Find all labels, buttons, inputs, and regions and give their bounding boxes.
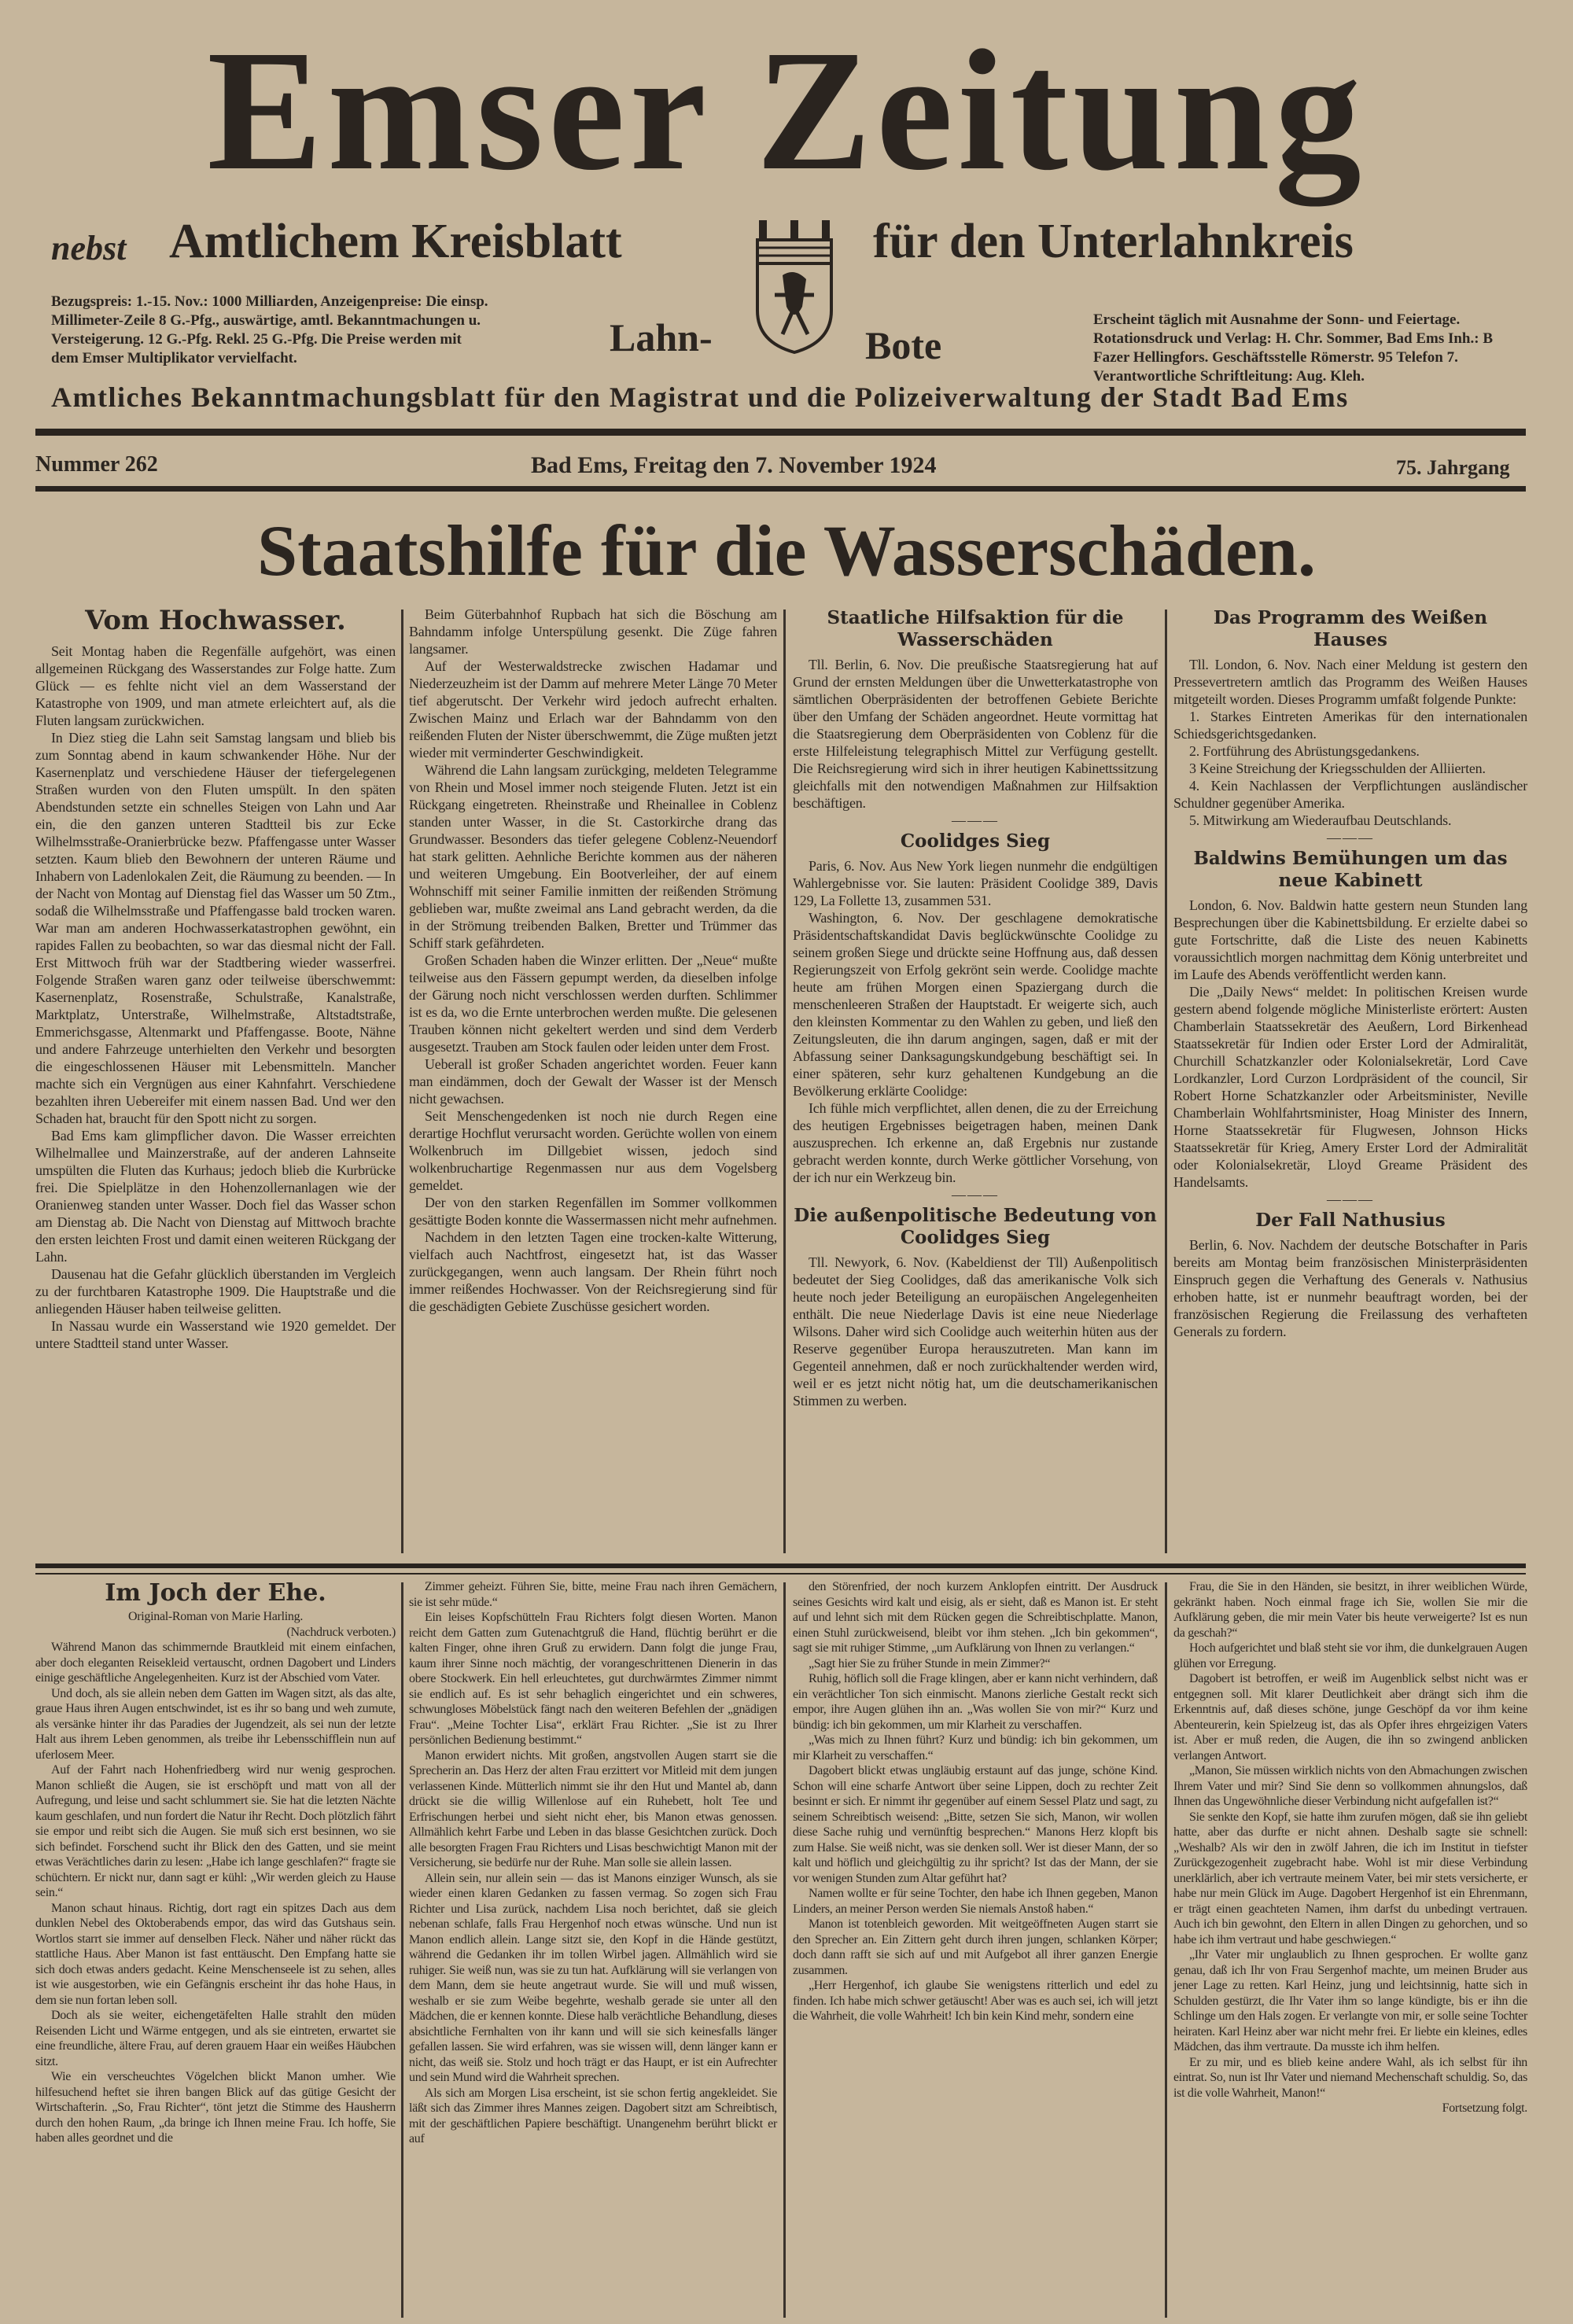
column-rule xyxy=(401,1582,403,2318)
subscription-info: Bezugspreis: 1.-15. Nov.: 1000 Milliarden, Anzeigenpreise: Die einsp. Millimeter-Zeile 8 G.-Pfg., auswärtige, amtl. Bekanntmachungen u. Versteigerung. 12 G.-Pfg. Rekl. 25 G.-Pfg. Die Preise werden mit dem Emser Multiplikator vervielfacht. xyxy=(51,293,488,366)
paragraph: Während die Lahn langsam zurückging, meldeten Telegramme von Rhein und Mosel immer noch steigende Fluten. Jetzt ist ein Rückgang eingetreten. Rheinstraße und Rheinallee in Coblenz standen unter Wasser, in die St. Castorkirche drang das Grundwasser. Besonders das tiefer gelegene Coblenz-Neuendorf hat stark gelitten. Aehnliche Berichte kommen aus der näheren und weiteren Umgebung. Ein Bootverleiher, der auf einem Wohnschiff mit seiner Familie inmitten der reißenden Strömung geblieben war, mußte zweimal ans Land gebracht werden, da die in der Strömung treibenden Balken, Bretter und Trümmer das Schiff stark gefährdeten. xyxy=(409,762,777,951)
separator: ——— xyxy=(952,812,999,828)
list-item: 4. Kein Nachlassen der Verpflichtungen ausländischer Schuldner gegenüber Amerika. xyxy=(1173,778,1527,811)
paragraph: Berlin, 6. Nov. Nachdem der deutsche Botschafter in Paris bereits am Montag beim französischen Ministerpräsidenten Einspruch gegen die Verhaftung des Generals v. Nathusius erhoben hatte, ist er nunmehr beauftragt worden, bei der französischen Regierung die Freilassung des verhafteten Generals zu fordern. xyxy=(1173,1237,1527,1339)
paragraph: Hoch aufgerichtet und blaß steht sie vor ihm, die dunkelgrauen Augen glühen vor Erregung. xyxy=(1173,1641,1527,1670)
paragraph: Ich fühle mich verpflichtet, allen denen, die zu der Erreichung des heutigen Ergebnisses beigetragen haben, meinen Dank auszusprechen. Ich erkenne an, daß Ergebnis nur zustande gebracht werden konnte, durch Werke göttlicher Vorsehung, von der ich nur ein Werkzeug bin. xyxy=(793,1100,1158,1185)
paragraph: „Sagt hier Sie zu früher Stunde in mein Zimmer?“ xyxy=(809,1656,1051,1670)
column-rule xyxy=(1165,1582,1167,2318)
paragraph: Manon ist totenbleich geworden. Mit weitgeöffneten Augen starrt sie den Sprecher an. Ein Zittern geht durch ihren jungen, schlanken Körper; doch dann rafft sie sich auf und mit Aufgebot all ihrer ganzen Energie zusammen. xyxy=(793,1917,1158,1977)
paragraph: In Nassau wurde ein Wasserstand wie 1920 gemeldet. Der untere Stadtteil stand unter Wasser. xyxy=(35,1318,396,1351)
column-politics xyxy=(793,606,1158,1409)
paragraph: Bad Ems kam glimpflicher davon. Die Wasser erreichten Wilhelmallee und Mainzerstraße, auf der anderen Lahnseite umspülten die Fluten das Kurhaus; jedoch blieb die Kurbrücke frei. Die Spielplätze in den Hohenzollernanlagen wie der Oranienweg standen unter Wasser. Doch fiel das Wasser schon am Dienstag ab. Die Nacht von Dienstag auf Mittwoch brachte den ersten leichten Frost und damit einen weiteren Rückgang der Lahn. xyxy=(35,1128,396,1265)
paragraph: Während Manon das schimmernde Brautkleid mit einem einfachen, aber doch eleganten Reisekleid vertauscht, ordnen Dagobert und Linders einige geschäftliche Angelegenheiten. Kurz ist der Abschied vom Vater. xyxy=(35,1641,396,1685)
paragraph: In Diez stieg die Lahn seit Samstag langsam und blieb bis zum Sonntag abend in kaum schwankender Höhe. Nur der Kasernenplatz und verschiedene Häuser der tiefergelegenen Straßen wurden von den Fluten umspült. In den späten Abendstunden setzte ein schnelles Steigen von Lahn und Aar ein, die den ganzen unteren Stadtteil bis zur Ecke Wilhelmsstraße-Oranierbrücke bezw. Pfaffengasse unter Wasser setzten. Kaum blieb den Bewohnern der unteren Räume und Inhabern von Ladenlokalen Zeit, die Räumung zu beenden. — In der Nacht von Montag auf Dienstag fiel das Wasser um 50 Ztm., sodaß die Wilhelmsstraße und Pfaffengasse bald trocken waren. War man am anderen Hochwasserkatastrophen gewöhnt, ein rapides Fallen zu beobachten, so war das diesmal nicht der Fall. Erst Mittwoch früh war der Stadtbering wieder wasserfrei. Folgende Straßen waren ganz oder teilweise überschwemmt: Kasernenplatz, Rosenstraße, Schulstraße, Kanalstraße, Marktplatz, Unterstraße, Wilhelmstraße, Altstadtstraße, Emmerichsgasse, Altenmarkt und Pfaffengasse. Boote, Nähne und andere Fahrzeuge unterhielten den Verkehr und besorgten die eingeschlossenen Häuser mit Lebensmitteln. Mancher machte sich ein Vergnügen aus einer Kahnfahrt. Verschiedene bezahlten ihren Uebereifer mit einem nassen Bad. Und wer den Schaden hat, braucht für den Spott nicht zu sorgen. xyxy=(35,730,396,1126)
continued-notice: Fortsetzung folgt. xyxy=(1442,2101,1527,2115)
paragraph: Seit Menschengedenken ist noch nie durch Regen eine derartige Hochflut verursacht worden. Gerüchte wollen von einem Wolkenbruch im Dillgebiet wissen, jedoch sind wolkenbruchartige Regenmassen nur aus dem Vogelsberg gemeldet. xyxy=(409,1108,777,1193)
separator: ——— xyxy=(1327,830,1374,845)
feuilleton-divider xyxy=(35,1563,1526,1568)
paragraph: Nachdem in den letzten Tagen eine trocken-kalte Witterung, vielfach auch Nachtfrost, eingesetzt hat, ist das Wasser zurückgegangen, wenn auch langsam. Der Rhein führt noch immer reißendes Hochwasser. Von der Reichsregierung sind für die geschädigten Gebiete Zuschüsse gesichert worden. xyxy=(409,1229,777,1314)
separator: ——— xyxy=(952,1187,999,1203)
article-hochwasser xyxy=(35,602,396,1352)
paragraph: Auf der Fahrt nach Hohenfriedberg wird nur wenig gesprochen. Manon schließt die Augen, sie ist erschöpft und matt von all der Aufregung, und leise und sacht schlummert sie. Sie hat die letzten Nächte kaum geschlafen, und nun fordert die Natur ihr Recht. Doch plötzlich fährt sie empor und reibt sich die Augen. Sie muß sich erst besinnen, wo sie sich befindet. Forschend sucht ihr Blick den des Gatten, und sie meint etwas Verächtliches darin zu lesen: „Habe ich lange geschlafen?“ fragte sie schüchtern. Er nickt nur, dann sagt er kühl: „Wir werden gleich zu Hause sein.“ xyxy=(35,1763,396,1899)
feuilleton-divider xyxy=(35,1573,1526,1575)
official-gazette-line: Amtliches Bekanntmachungsblatt für den Magistrat und die Polizeiverwaltung der Stadt Bad Ems xyxy=(51,381,1349,413)
column-foreign xyxy=(1173,606,1527,1340)
article-title: Das Programm des Weißen Hauses xyxy=(1213,607,1488,650)
paragraph: Er zu mir, und es blieb keine andere Wahl, als ich selbst für ihn eintrat. So, nun ist Ihr Vater und niemand Mechenschaft schuldig. So, das ist die volle Wahrheit, Manon!“ xyxy=(1173,2055,1527,2100)
article-hochwasser-continued xyxy=(409,606,777,1315)
issue-number: Nummer 262 xyxy=(35,452,158,477)
serial-column-4 xyxy=(1173,1579,1527,2116)
column-rule xyxy=(783,1582,786,2318)
column-rule xyxy=(1165,610,1167,1553)
paragraph: Ein leises Kopfschütteln Frau Richters folgt diesen Worten. Manon reicht dem Gatten zum Gutenachtgruß die Hand, flüchtig berührt er die kalten Finger, ohne ihren Gruß zu erwidern. Dann folgt die junge Frau, kaum ihrer Sinne noch mächtig, der vorangeschrittenen Dienerin in das obere Stockwerk. Ein hell erleuchtetes, gut durchwärmtes Zimmer nimmt sie endlich auf. Es ist sehr behaglich eingerichtet und ein schweres, schwungloses Möbelstück fängt nach den weiteren Befehlen der „gnädigen Frau“. „Meine Tochter Lisa“, erklärt Frau Richter. „Sie ist zu Ihrer persönlichen Bedienung bestimmt.“ xyxy=(409,1611,777,1747)
paragraph: den Störenfried, der noch kurzem Anklopfen eintritt. Der Ausdruck seines Gesichts wird kalt und eisig, als er sieht, daß es Manon ist. Er steht auf und lehnt sich mit dem Rücken gegen die Schreibtischplatte. Manon, einen Stuhl zurückweisend, bleibt vor ihm stehen. „Ich bin gekommen“, sagt sie mit ruhiger Stimme, „um Aufklärung von Ihnen zu verlangen.“ xyxy=(793,1580,1158,1655)
paragraph: „Manon, Sie müssen wirklich nichts von den Abmachungen zwischen Ihrem Vater und mir? Sind Sie denn so vollkommen ahnungslos, daß Ihnen das Ungewöhnliche dieser Verbindung nicht aufgefallen ist?“ xyxy=(1173,1764,1527,1808)
paragraph: Seit Montag haben die Regenfälle aufgehört, was einen allgemeinen Rückgang des Wasserstandes zur Folge hatte. Zum Glück — es fehlte nicht viel an dem Wasserstand der Katastrophe von 1909, und man atmete erleichtert auf, als die Fluten langsam zurückwichen. xyxy=(35,643,396,728)
paragraph: Zimmer geheizt. Führen Sie, bitte, meine Frau nach ihren Gemächern, sie ist sehr müde.“ xyxy=(409,1580,777,1609)
list-item: 1. Starkes Eintreten Amerikas für den internationalen Schiedsgerichtsgedanken. xyxy=(1173,709,1527,742)
publisher-info: Erscheint täglich mit Ausnahme der Sonn- und Feiertage. Rotationsdruck und Verlag: H. Chr. Sommer, Bad Ems Inh.: B Fazer Hellingfors. Geschäftsstelle Römerstr. 95 Telefon 7. Verantwortliche Schriftleitung: Aug. Kleh. xyxy=(1093,311,1493,385)
masthead-nebst: nebst xyxy=(51,229,127,267)
serial-column-1 xyxy=(35,1579,396,2146)
masthead-subtitle-left: Amtlichem Kreisblatt xyxy=(169,215,622,268)
column-rule xyxy=(401,610,403,1553)
paragraph: Tll. Newyork, 6. Nov. (Kabeldienst der Tll) Außenpolitisch bedeutet der Sieg Coolidges, daß das amerikanische Volk sich heute noch jeder Beteiligung an europäischen Angelegenheiten enthält. Die neue Niederlage Davis ist eine neue Niederlage Wilsons. Daher wird sich Coolidge auch weiterhin hüten aus der Reserve gegenüber Europa herauszutreten. Man kann im Gegenteil annehmen, daß er noch zurückhaltender werden wird, weil er es jetzt nicht nötig hat, um die deutschamerikanischen Stimmen zu werben. xyxy=(793,1254,1158,1409)
issue-date: Bad Ems, Freitag den 7. November 1924 xyxy=(531,452,937,478)
paragraph: Sie senkte den Kopf, sie hatte ihm zurufen mögen, daß sie ihn geliebt hatte, aber das durfte er nicht ahnen. Deshalb sagte sie schnell: „Weshalb? Als wir den in zwölf Jahren, die ich im Institut in tiefster Zurückgezogenheit zugebracht habe. Wohl ist mir diese Verbindung unerklärlich, aber ich vertraute meinem Vater, bei mir stets versicherte, er habe nur mein Glück im Auge. Dagobert Hergenhof ist ein Ehrenmann, er trägt einen geachteten Namen, ihm darfst du unbedingt vertrauen. Auch ich bin gewohnt, den Eltern in allen Dingen zu gehorchen, und so habe ich ihm vertraut und habe geschwiegen.“ xyxy=(1173,1810,1527,1946)
paragraph: Beim Güterbahnhof Rupbach hat sich die Böschung am Bahndamm infolge Unterspülung gesenkt. Die Züge fahren langsamer. xyxy=(409,606,777,657)
divider xyxy=(35,429,1526,436)
paragraph: Allein sein, nur allein sein — das ist Manons einziger Wunsch, als sie wieder einen klaren Gedanken zu fassen vermag. So zogen sich Frau Richter und Lisa zurück, nachdem Lisa noch berichtet, daß sie gleich nebenan schlafe, falls Frau Hergenhof noch etwas wünsche. Und nun ist Manon endlich allein. Lange sitzt sie, den Kopf in die Hände gestützt, während die Gedanken ihr im tollen Wirbel jagen. Allmählich wird sie ruhiger. Sie weiß nun, was sie zu tun hat. Aufklärung will sie verlangen von dem Mann, dem sie heute angetraut wurde. Sie will und muß wissen, weshalb er sie zum Weibe begehrte, weshalb gerade sie unter all den Mädchen, die er kennen konnte. Diese halb verächtliche Behandlung, dieses absichtliche Fernhalten von ihr kann und will sie sich keinesfalls länger gefallen lassen. Sie wird erfahren, was sie wissen will, denn länger kann er nicht, das weiß sie. Stolz und hoch trägt er das Haupt, er ist ein Aufrechter und sein Mund wird die Wahrheit sprechen. xyxy=(409,1871,777,2084)
paragraph: London, 6. Nov. Baldwin hatte gestern neun Stunden lang Besprechungen über die Kabinettsbildung. Er erzielte dabei so gute Fortschritte, daß die Liste des neuen Kabinetts voraussichtlich morgen nachmittag dem König unterbreitet und im Laufe des Abends veröffentlicht werden kann. xyxy=(1173,897,1527,982)
paragraph: Namen wollte er für seine Tochter, den habe ich Ihnen gegeben, Manon Linders, an meiner Person werden Sie niemals Anstoß haben.“ xyxy=(793,1887,1158,1916)
masthead-bote: Bote xyxy=(865,323,942,367)
paragraph: Paris, 6. Nov. Aus New York liegen nunmehr die endgültigen Wahlergebnisse vor. Sie lauten: Präsident Coolidge 389, Davis 129, La Follette 13, zusammen 531. xyxy=(793,858,1158,908)
paragraph: Auf der Westerwaldstrecke zwischen Hadamar und Niederzeuzheim ist der Damm auf mehrere Meter Länge 70 Meter tief abgerutscht. Der Verkehr wird jedoch aufrecht erhalten. Zwischen Mainz und Erlach war der Bahndamm von den reißenden Fluten der Nister überschwemmt, die Züge mußten jetzt wieder mit verminderter Geschwindigkeit. xyxy=(409,658,777,761)
paragraph: Der von den starken Regenfällen im Sommer vollkommen gesättigte Boden konnte die Wassermassen nicht mehr aufnehmen. xyxy=(409,1195,777,1228)
newspaper-masthead: Emser Zeitung xyxy=(207,14,1366,206)
paragraph: Ueberall ist großer Schaden angerichtet worden. Feuer kann man eindämmen, doch der Gewalt der Wasser ist der Mensch nicht gewachsen. xyxy=(409,1056,777,1107)
paragraph: Dausenau hat die Gefahr glücklich überstanden im Vergleich zu der furchtbaren Katastrophe 1909. Die Hauptstraße und die anliegenden Häuser haben teilweise gelitten. xyxy=(35,1266,396,1317)
list-item: 5. Mitwirkung am Wiederaufbau Deutschlands. xyxy=(1189,812,1452,828)
reprint-notice: (Nachdruck verboten.) xyxy=(286,1625,396,1639)
article-title: Der Fall Nathusius xyxy=(1255,1210,1446,1231)
paragraph: „Ihr Vater mir unglaublich zu Ihnen gesprochen. Er wollte ganz genau, daß ich Ihr von Frau Sergenhof machte, um meinen Bruder aus jener Lage zu retten. Karl Heinz, jung und leichtsinnig, hatte sich in Schulden gestürzt, die Ihr Vater ihm so lange kündigte, bis er ihn die Schlinge um den Hals zogen. Er verlangte von mir, er solle seine Tochter heiraten. Karl Heinz aber war nicht mehr frei. Er liebte ein kleines, edles Mädchen, das ihm vertraute. Da musste ich ihm helfen. xyxy=(1173,1948,1527,2053)
main-headline: Staatshilfe für die Wasserschäden. xyxy=(256,510,1317,591)
separator: ——— xyxy=(1327,1191,1374,1207)
article-title: Baldwins Bemühungen um das neue Kabinett xyxy=(1193,848,1508,891)
paragraph: Tll. London, 6. Nov. Nach einer Meldung ist gestern den Pressevertretern amtlich das Programm des Weißen Hauses mitgeteilt worden. Dieses Programm umfaßt folgende Punkte: xyxy=(1173,657,1527,707)
paragraph: „Herr Hergenhof, ich glaube Sie wenigstens ritterlich und edel zu finden. Ich habe mich schwer getäuscht! Aber was es auch sei, ich will jetzt die Wahrheit, die volle Wahrheit! Ich bin kein Kind mehr, sondern eine xyxy=(793,1979,1158,2023)
paragraph: Großen Schaden haben die Winzer erlitten. Der „Neue“ mußte teilweise aus den Fässern gepumpt werden, da dieselben infolge der Gärung noch nicht verschlossen werden durften. Schlimmer ist es da, wo die Ernte unterbrochen werden mußte. Die gelesenen Trauben können nicht gekeltert werden und sind dem Verderb ausgesetzt. Trauben am Stock faulen oder leiden unter dem Frost. xyxy=(409,952,777,1055)
paragraph: Frau, die Sie in den Händen, sie besitzt, in ihrer weiblichen Würde, gekränkt haben. Noch einmal frage ich Sie, wollen Sie mir die Aufklärung geben, die mir mein Vater bis heute verweigerte? Ist es nun da geschah?“ xyxy=(1173,1580,1527,1640)
serial-title: Im Joch der Ehe. xyxy=(105,1579,326,1607)
article-title: Staatliche Hilfsaktion für die Wasserschäden xyxy=(827,607,1124,650)
issue-year: 75. Jahrgang xyxy=(1396,456,1510,479)
divider xyxy=(35,486,1526,492)
paragraph: Dagobert ist betroffen, er weiß im Augenblick selbst nicht was er entgegnen soll. Mit klarer Deutlichkeit aber drängt sich ihm die Erkenntnis auf, daß dieses schöne, junge Geschöpf da vor ihm keine Abenteurerin, kein Spielzeug ist, das als Opfer ihres ehrgeizigen Vaters ist. Aber er muß reden, die Augen, die ihn so zwingend anblicken verlangen Antwort. xyxy=(1173,1672,1527,1762)
paragraph: Und doch, als sie allein neben dem Gatten im Wagen sitzt, als das alte, graue Haus ihren Augen entschwindet, ist es ihr so bang und weh zumute, als versänke hinter ihr das Paradies der Jugendzeit, als sei nun der letzte Halt aus ihrem Leben genommen, als treibe ihr Lebensschifflein nun auf uferlosem Meer. xyxy=(35,1686,396,1762)
list-item: 2. Fortführung des Abrüstungsgedankens. xyxy=(1189,743,1420,759)
paragraph: Tll. Berlin, 6. Nov. Die preußische Staatsregierung hat auf Grund der ernsten Meldungen über die Unwetterkatastrophe von sämtlichen Oberpräsidenten der betroffenen Gebiete Berichte über den Umfang der Schäden angeordnet. Heute vormittag hat die Staatsregierung dem Oberpräsidenten von Coblenz für die erste Hilfeleistung telegraphisch Mittel zur Verfügung gestellt. Die Reichsregierung wird sich in ihrer heutigen Kabinettssitzung gleichfalls mit den notwendigen Maßnahmen zur Hilfsaktion beschäftigen. xyxy=(793,657,1158,811)
column-rule xyxy=(783,610,786,1553)
masthead-subtitle-right: für den Unterlahnkreis xyxy=(873,215,1354,268)
list-item: 3 Keine Streichung der Kriegsschulden der Alliierten. xyxy=(1189,761,1486,776)
article-title: Die außenpolitische Bedeutung von Coolidges Sieg xyxy=(794,1205,1157,1248)
paragraph: Washington, 6. Nov. Der geschlagene demokratische Präsidentschaftskandidat Davis beglückwünschte Coolidge zu seinem großen Siege und drückte seine Hoffnung aus, daß dessen Regierungszeit von Erfolg gekrönt sein werde. Coolidge machte heute am frühen Morgen einen Spaziergang durch die menschenleeren Straßen der Hauptstadt. Er weigerte sich, auch den kleinsten Kommentar zu den Wahlen zu geben, und ließ den Zeitungsleuten, die ihn darum angingen, sagen, daß er mit der Abfassung seiner Danksagungskundgebung beschäftigt sei. In einer späteren, sehr kurz gehaltenen Kundgebung an die Bevölkerung erklärte Coolidge: xyxy=(793,910,1158,1099)
paragraph: Ruhig, höflich soll die Frage klingen, aber er kann nicht verhindern, daß ein verächtlicher Ton sich einmischt. Manons zierliche Gestalt reckt sich empor, ihre Augen glühen ihn an. „Was wollen Sie von mir?“ Kurz und bündig: ich bin gekommen, um mir Klarheit zu verschaffen. xyxy=(793,1672,1158,1732)
article-title: Vom Hochwasser. xyxy=(85,605,346,636)
serial-column-3 xyxy=(793,1579,1158,2024)
paragraph: Wie ein verscheuchtes Vögelchen blickt Manon umher. Wie hilfesuchend heftet sie ihren bangen Blick auf das gütige Gesicht der Wirtschafterin. „So, Frau Richter“, tönt jetzt die Stimme des Hausherrn durch den hohen Raum, „da bringe ich Ihnen meine Frau. Ich hoffe, Sie haben alles geordnet und die xyxy=(35,2070,396,2145)
paragraph: Manon schaut hinaus. Richtig, dort ragt ein spitzes Dach aus dem dunklen Nebel des Oktoberabends empor, das wird das Gutshaus sein. Wortlos starrt sie immer auf denselben Fleck. Näher und näher rückt das stattliche Haus. Aber Manon ist fast enttäuscht. Den Empfang hatte sie sich doch etwas anders gedacht. Keine Menschenseele ist zu sehen, alles ist wie ausgestorben, wie ein Gefängnis erscheint ihr das hohe Haus, in dem sie nun fortan leben soll. xyxy=(35,1901,396,2007)
serial-byline: Original-Roman von Marie Harling. xyxy=(127,1610,304,1623)
masthead-lahn: Lahn- xyxy=(610,315,713,359)
paragraph: Manon erwidert nichts. Mit großen, angstvollen Augen starrt sie die Sprecherin an. Das Herz der alten Frau erzittert vor Mitleid mit dem jungen verlassenen Kinde. Mütterlich nimmt sie ihr den Hut und Mantel ab, dann drückt sie die willig Willenlose auf ein Ruhebett, holt Tee und Erfrischungen herbei und sieht nicht eher, bis Manon etwas genossen. Allmählich kehrt Farbe und Leben in das blasse Gesichtchen zurück. Doch alle besorgten Fragen Frau Richters und Lisas beschwichtigt Manon mit der Versicherung, sie bedürfe nur der Ruhe. Man solle sie allein lassen. xyxy=(409,1748,777,1869)
paragraph: Doch als sie weiter, eichengetäfelten Halle strahlt den müden Reisenden Licht und Wärme entgegen, und als sie eintreten, erwartet sie eine freundliche, ältere Frau, auf deren grauem Haar ein weißes Häubchen sitzt. xyxy=(35,2009,396,2068)
article-title: Coolidges Sieg xyxy=(900,831,1051,852)
paragraph: „Was mich zu Ihnen führt? Kurz und bündig: ich bin gekommen, um mir Klarheit zu verschaffen.“ xyxy=(793,1733,1158,1762)
paragraph: Als sich am Morgen Lisa erscheint, ist sie schon fertig angekleidet. Sie läßt sich das Zimmer ihres Mannes zeigen. Dagobert sitzt am Schreibtisch, mit der geschäftlichen Papiere beschäftigt. Unangenehm berührt blickt er auf xyxy=(409,2086,777,2145)
coat-of-arms-icon xyxy=(751,220,838,354)
paragraph: Die „Daily News“ meldet: In politischen Kreisen wurde gestern abend folgende mögliche Ministerliste erörtert: Austen Chamberlain Staatssekretär des Aeußern, Lord Birkenhead Staatssekretär für Indien oder Erster Lord der Admiralität, Churchill Schatzkanzler oder Kolonialsekretär, Lord Cave Lordkanzler, Lord Curzon Lordpräsident of the council, Sir Robert Horne Schatzkanzler oder Arbeitsminister, Neville Chamberlain Wohlfahrtsminister, Hoag Minister des Innern, Horne Staatssekretär für Flugwesen, Johnson Hicks Staatssekretär für Krieg, Amery Erster Lord der Admiralität oder Kolonialsekretär, Lloyd Greame Präsident des Handelsamts. xyxy=(1173,984,1527,1190)
serial-column-2 xyxy=(409,1579,777,2147)
paragraph: Dagobert blickt etwas ungläubig erstaunt auf das junge, schöne Kind. Schon will eine scharfe Antwort über seine Lippen, doch zu rechter Zeit besinnt er sich. Er nimmt ihr gegenüber auf einem Sessel Platz und sagt, zu seinem Schreibtisch weisend: „Bitte, setzen Sie sich, Manon, wir wollen diese Sache ruhig und vernünftig besprechen.“ Manons Herz klopft bis zum Halse. Sie weiß nicht, was sie denken soll. Wer ist dieser Mann, der so kalt und höflich und gleichgültig zu ihr spricht? Ist das der Mann, der sie vor wenigen Stunden zum Altar geführt hat? xyxy=(793,1764,1158,1885)
